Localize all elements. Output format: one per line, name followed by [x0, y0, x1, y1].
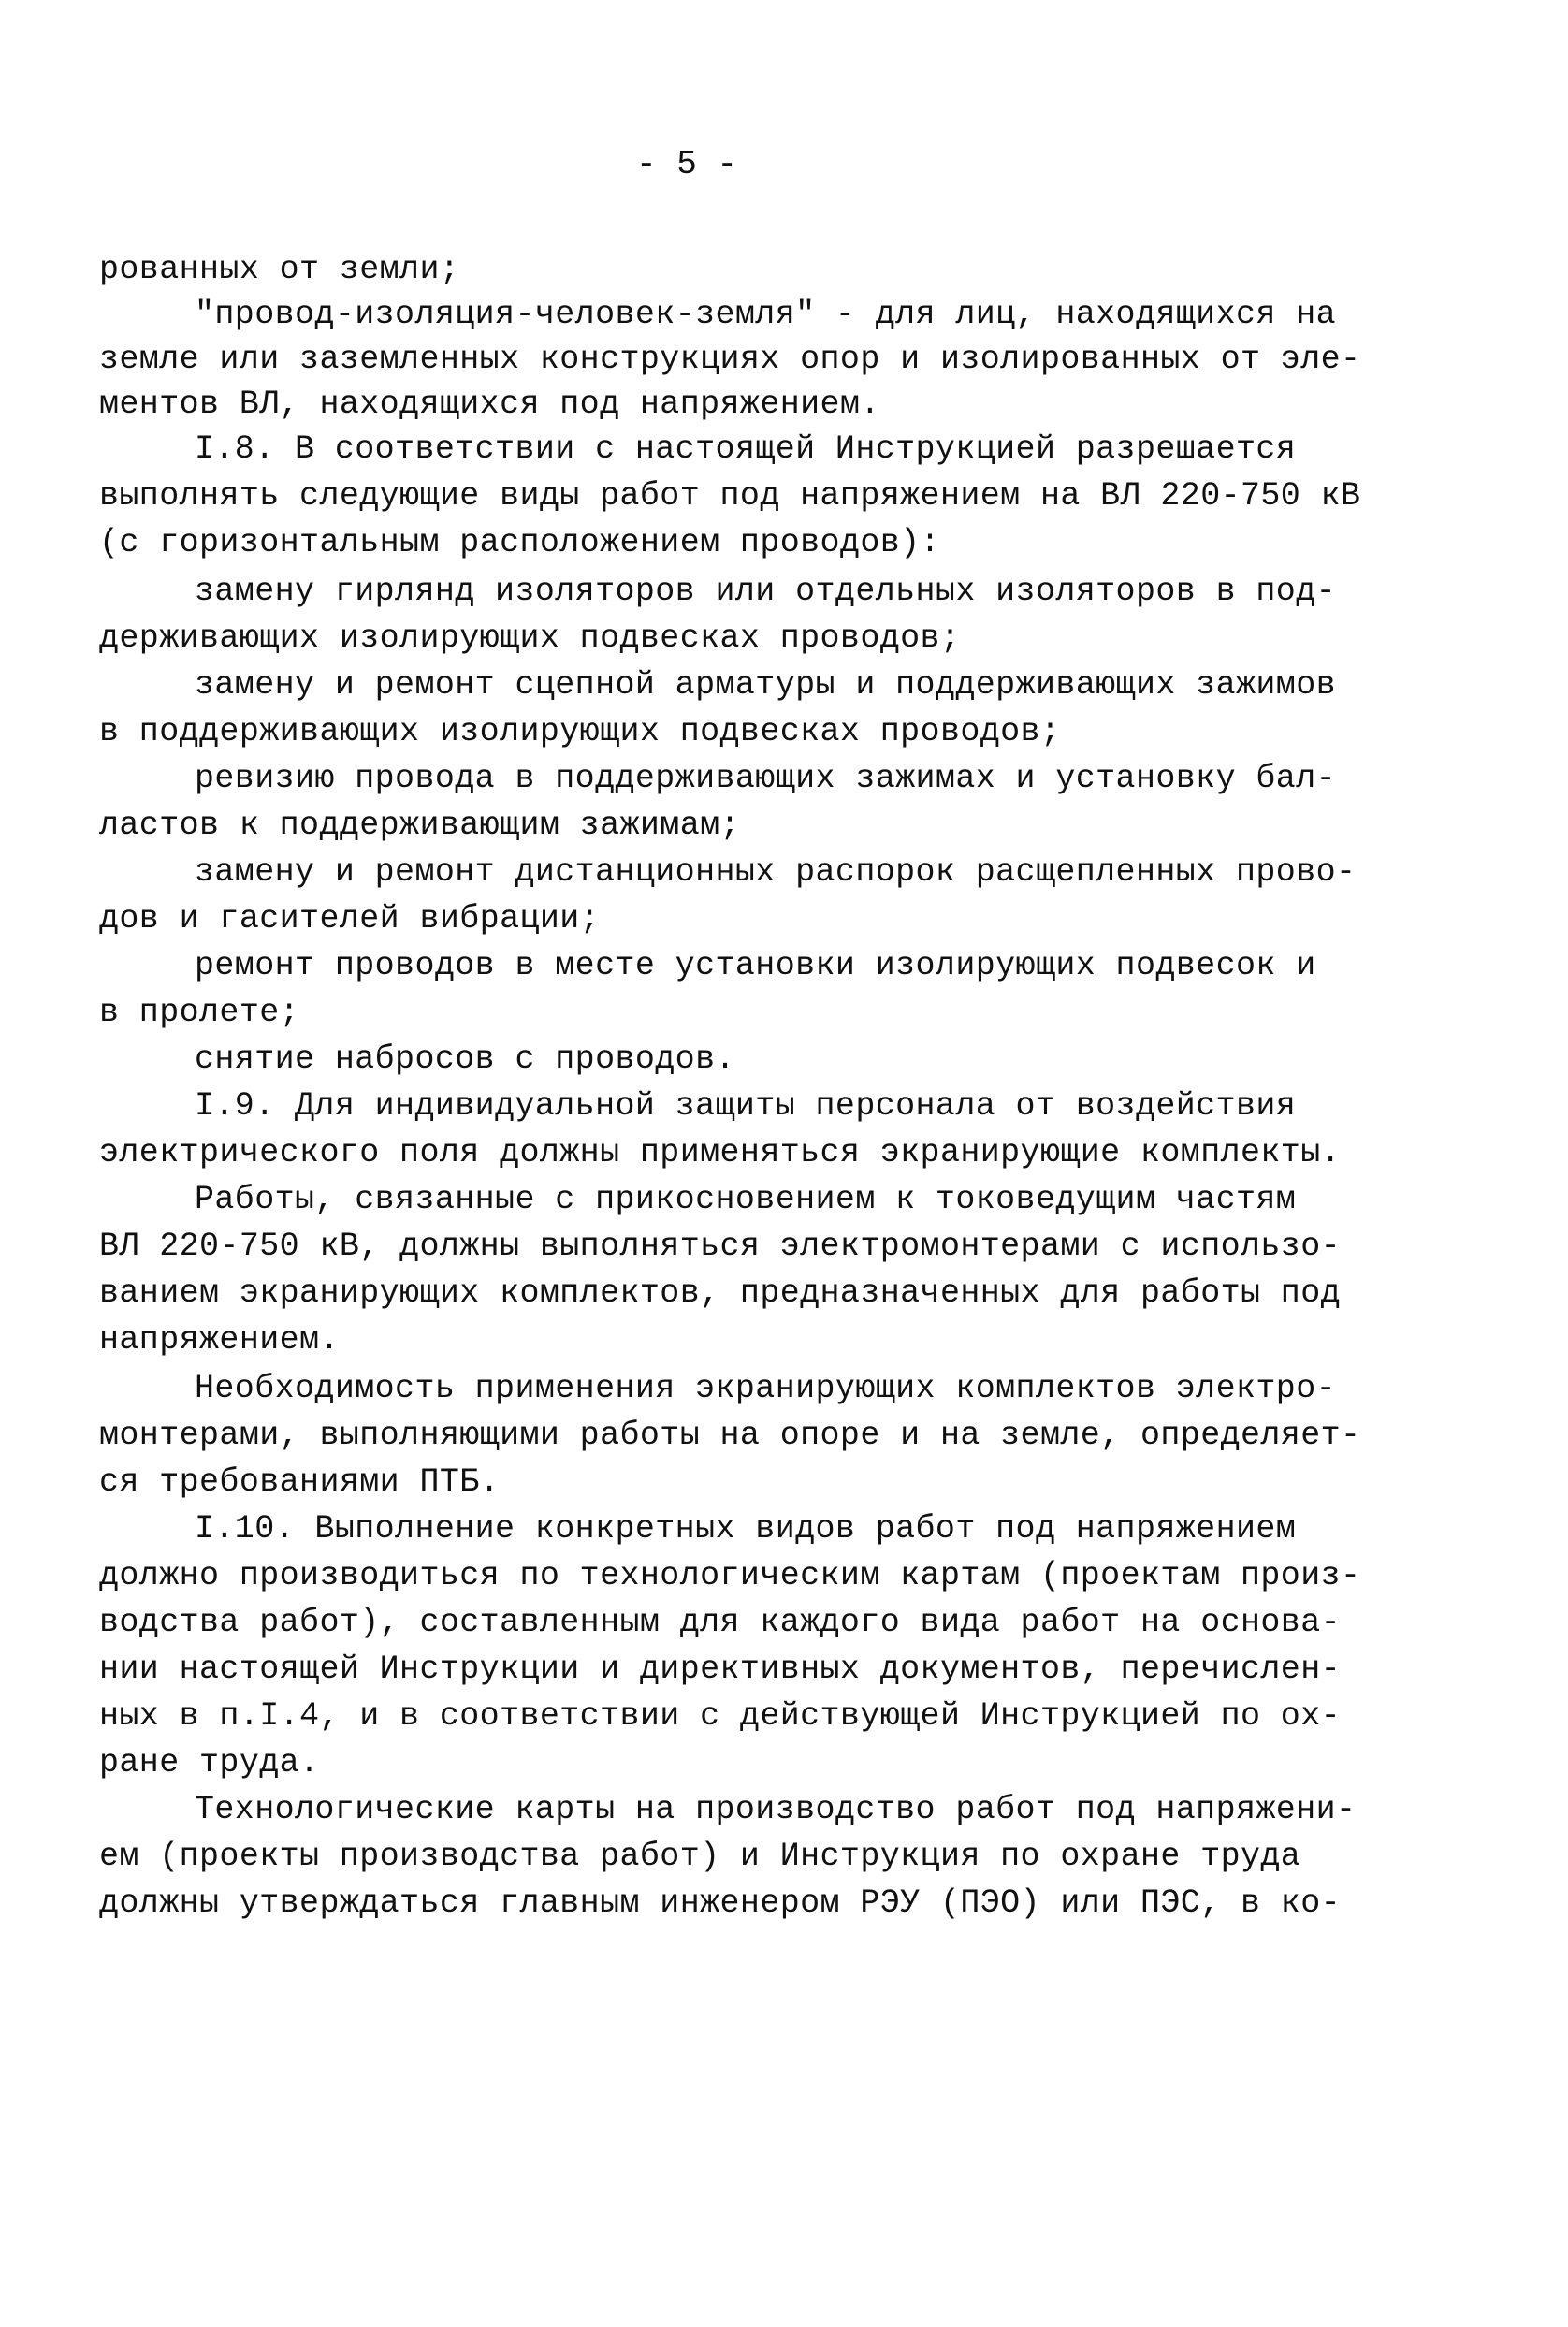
text-line: замену и ремонт дистанционных распорок расщепленных прово-: [195, 853, 1357, 891]
page-number: - 5 -: [636, 145, 738, 183]
text-line: дов и гасителей вибрации;: [99, 900, 601, 938]
text-line: I.8. В соответствии с настоящей Инструкцией разрешается: [195, 430, 1297, 468]
text-line: электрического поля должны применяться экранирующие комплекты.: [99, 1134, 1342, 1171]
text-line: (с горизонтальным расположением проводов):: [99, 524, 940, 561]
text-line: I.9. Для индивидуальной защиты персонала от воздействия: [195, 1087, 1297, 1125]
text-line: ем (проекты производства работ) и Инструкция по охране труда: [99, 1838, 1301, 1875]
text-line: ментов ВЛ, находящихся под напряжением.: [99, 385, 880, 423]
text-line: замену гирлянд изоляторов или отдельных изоляторов в под-: [195, 573, 1336, 610]
text-line: замену и ремонт сцепной арматуры и поддерживающих зажимов: [195, 666, 1336, 704]
text-line: земле или заземленных конструкциях опор и изолированных от эле-: [99, 341, 1361, 378]
text-line: "провод-изоляция-человек-земля" - для лиц, находящихся на: [195, 296, 1336, 333]
text-line: Технологические карты на производство работ под напряжени-: [195, 1791, 1357, 1828]
text-line: ревизию провода в поддерживающих зажимах и установку бал-: [195, 760, 1336, 797]
text-line: Работы, связанные с прикосновением к токоведущим частям: [195, 1181, 1297, 1218]
text-line: I.10. Выполнение конкретных видов работ под напряжением: [195, 1510, 1297, 1548]
text-line: ванием экранирующих комплектов, предназначенных для работы под: [99, 1274, 1342, 1312]
text-line: в пролете;: [99, 994, 300, 1031]
text-line: ластов к поддерживающим зажимам;: [99, 807, 740, 844]
text-line: в поддерживающих изолирующих подвесках проводов;: [99, 713, 1061, 750]
text-line: ране труда.: [99, 1744, 320, 1782]
text-line: должны утверждаться главным инженером РЭУ (ПЭО) или ПЭС, в ко-: [99, 1884, 1342, 1922]
text-line: напряжением.: [99, 1321, 340, 1359]
text-line: держивающих изолирующих подвесках проводов;: [99, 619, 961, 657]
text-line: ремонт проводов в месте установки изолирующих подвесок и: [195, 947, 1316, 984]
text-line: нии настоящей Инструкции и директивных документов, перечислен-: [99, 1651, 1342, 1688]
text-line: должно производиться по технологическим картам (проектам произ-: [99, 1557, 1361, 1594]
text-line: рованных от земли;: [99, 251, 460, 288]
text-line: выполнять следующие виды работ под напряжением на ВЛ 220-750 кВ: [99, 477, 1361, 515]
text-line: ся требованиями ПТБ.: [99, 1463, 501, 1501]
text-line: ных в п.I.4, и в соответствии с действующей Инструкцией по ох-: [99, 1697, 1342, 1735]
text-line: Необходимость применения экранирующих комплектов электро-: [195, 1370, 1336, 1407]
text-line: водства работ), составленным для каждого вида работ на основа-: [99, 1604, 1342, 1641]
text-line: монтерами, выполняющими работы на опоре и на земле, определяет-: [99, 1417, 1361, 1454]
text-line: снятие набросов с проводов.: [195, 1040, 735, 1078]
text-line: ВЛ 220-750 кВ, должны выполняться электромонтерами с использо-: [99, 1228, 1342, 1265]
